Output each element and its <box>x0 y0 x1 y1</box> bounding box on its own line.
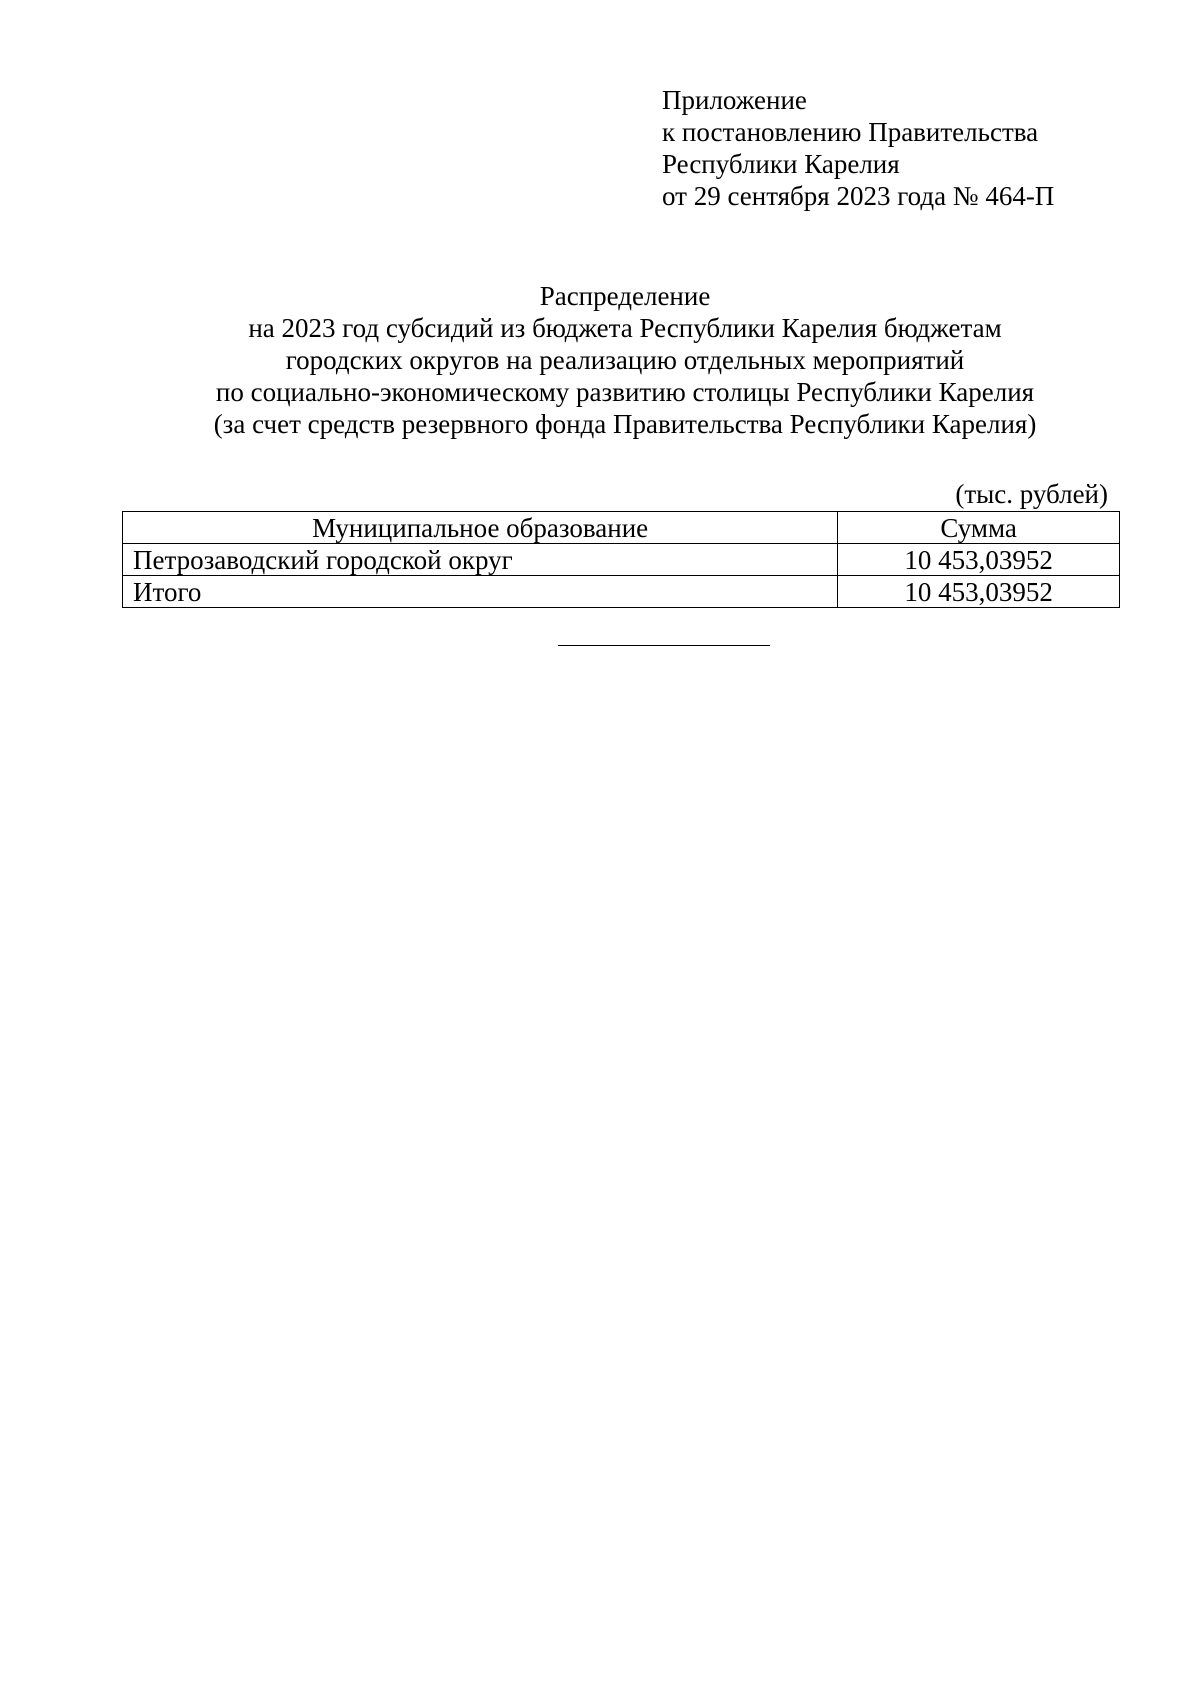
annex-line-3: Республики Карелия <box>662 149 900 179</box>
table-row-total <box>123 576 1120 608</box>
title-line-2: на 2023 год субсидий из бюджета Республики Карелия бюджетам <box>248 313 1002 343</box>
distribution-table <box>122 511 1120 608</box>
total-amount: 10 453,03952 <box>838 576 1120 608</box>
title-line-1: Распределение <box>539 281 711 311</box>
end-divider <box>558 645 770 646</box>
document-title <box>0 280 1200 440</box>
title-line-3: городских округов на реализацию отдельных мероприятий <box>285 345 965 375</box>
total-label: Итого <box>123 576 838 608</box>
annex-line-2: к постановлению Правительства <box>662 117 1039 147</box>
title-line-5: (за счет средств резервного фонда Правительства Республики Карелия) <box>213 409 1037 439</box>
table-header-row <box>123 512 1120 544</box>
row-municipality: Петрозаводский городской округ <box>123 544 838 576</box>
annex-header <box>662 84 1054 212</box>
row-amount: 10 453,03952 <box>838 544 1120 576</box>
title-line-4: по социально-экономическому развитию столицы Республики Карелия <box>215 377 1035 407</box>
annex-line-1: Приложение <box>662 85 807 115</box>
annex-line-4: от 29 сентября 2023 года № 464-П <box>662 181 1055 211</box>
units-label: (тыс. рублей) <box>955 479 1108 509</box>
table-row <box>123 544 1120 576</box>
header-amount: Сумма <box>838 512 1120 544</box>
header-municipality: Муниципальное образование <box>123 512 838 544</box>
